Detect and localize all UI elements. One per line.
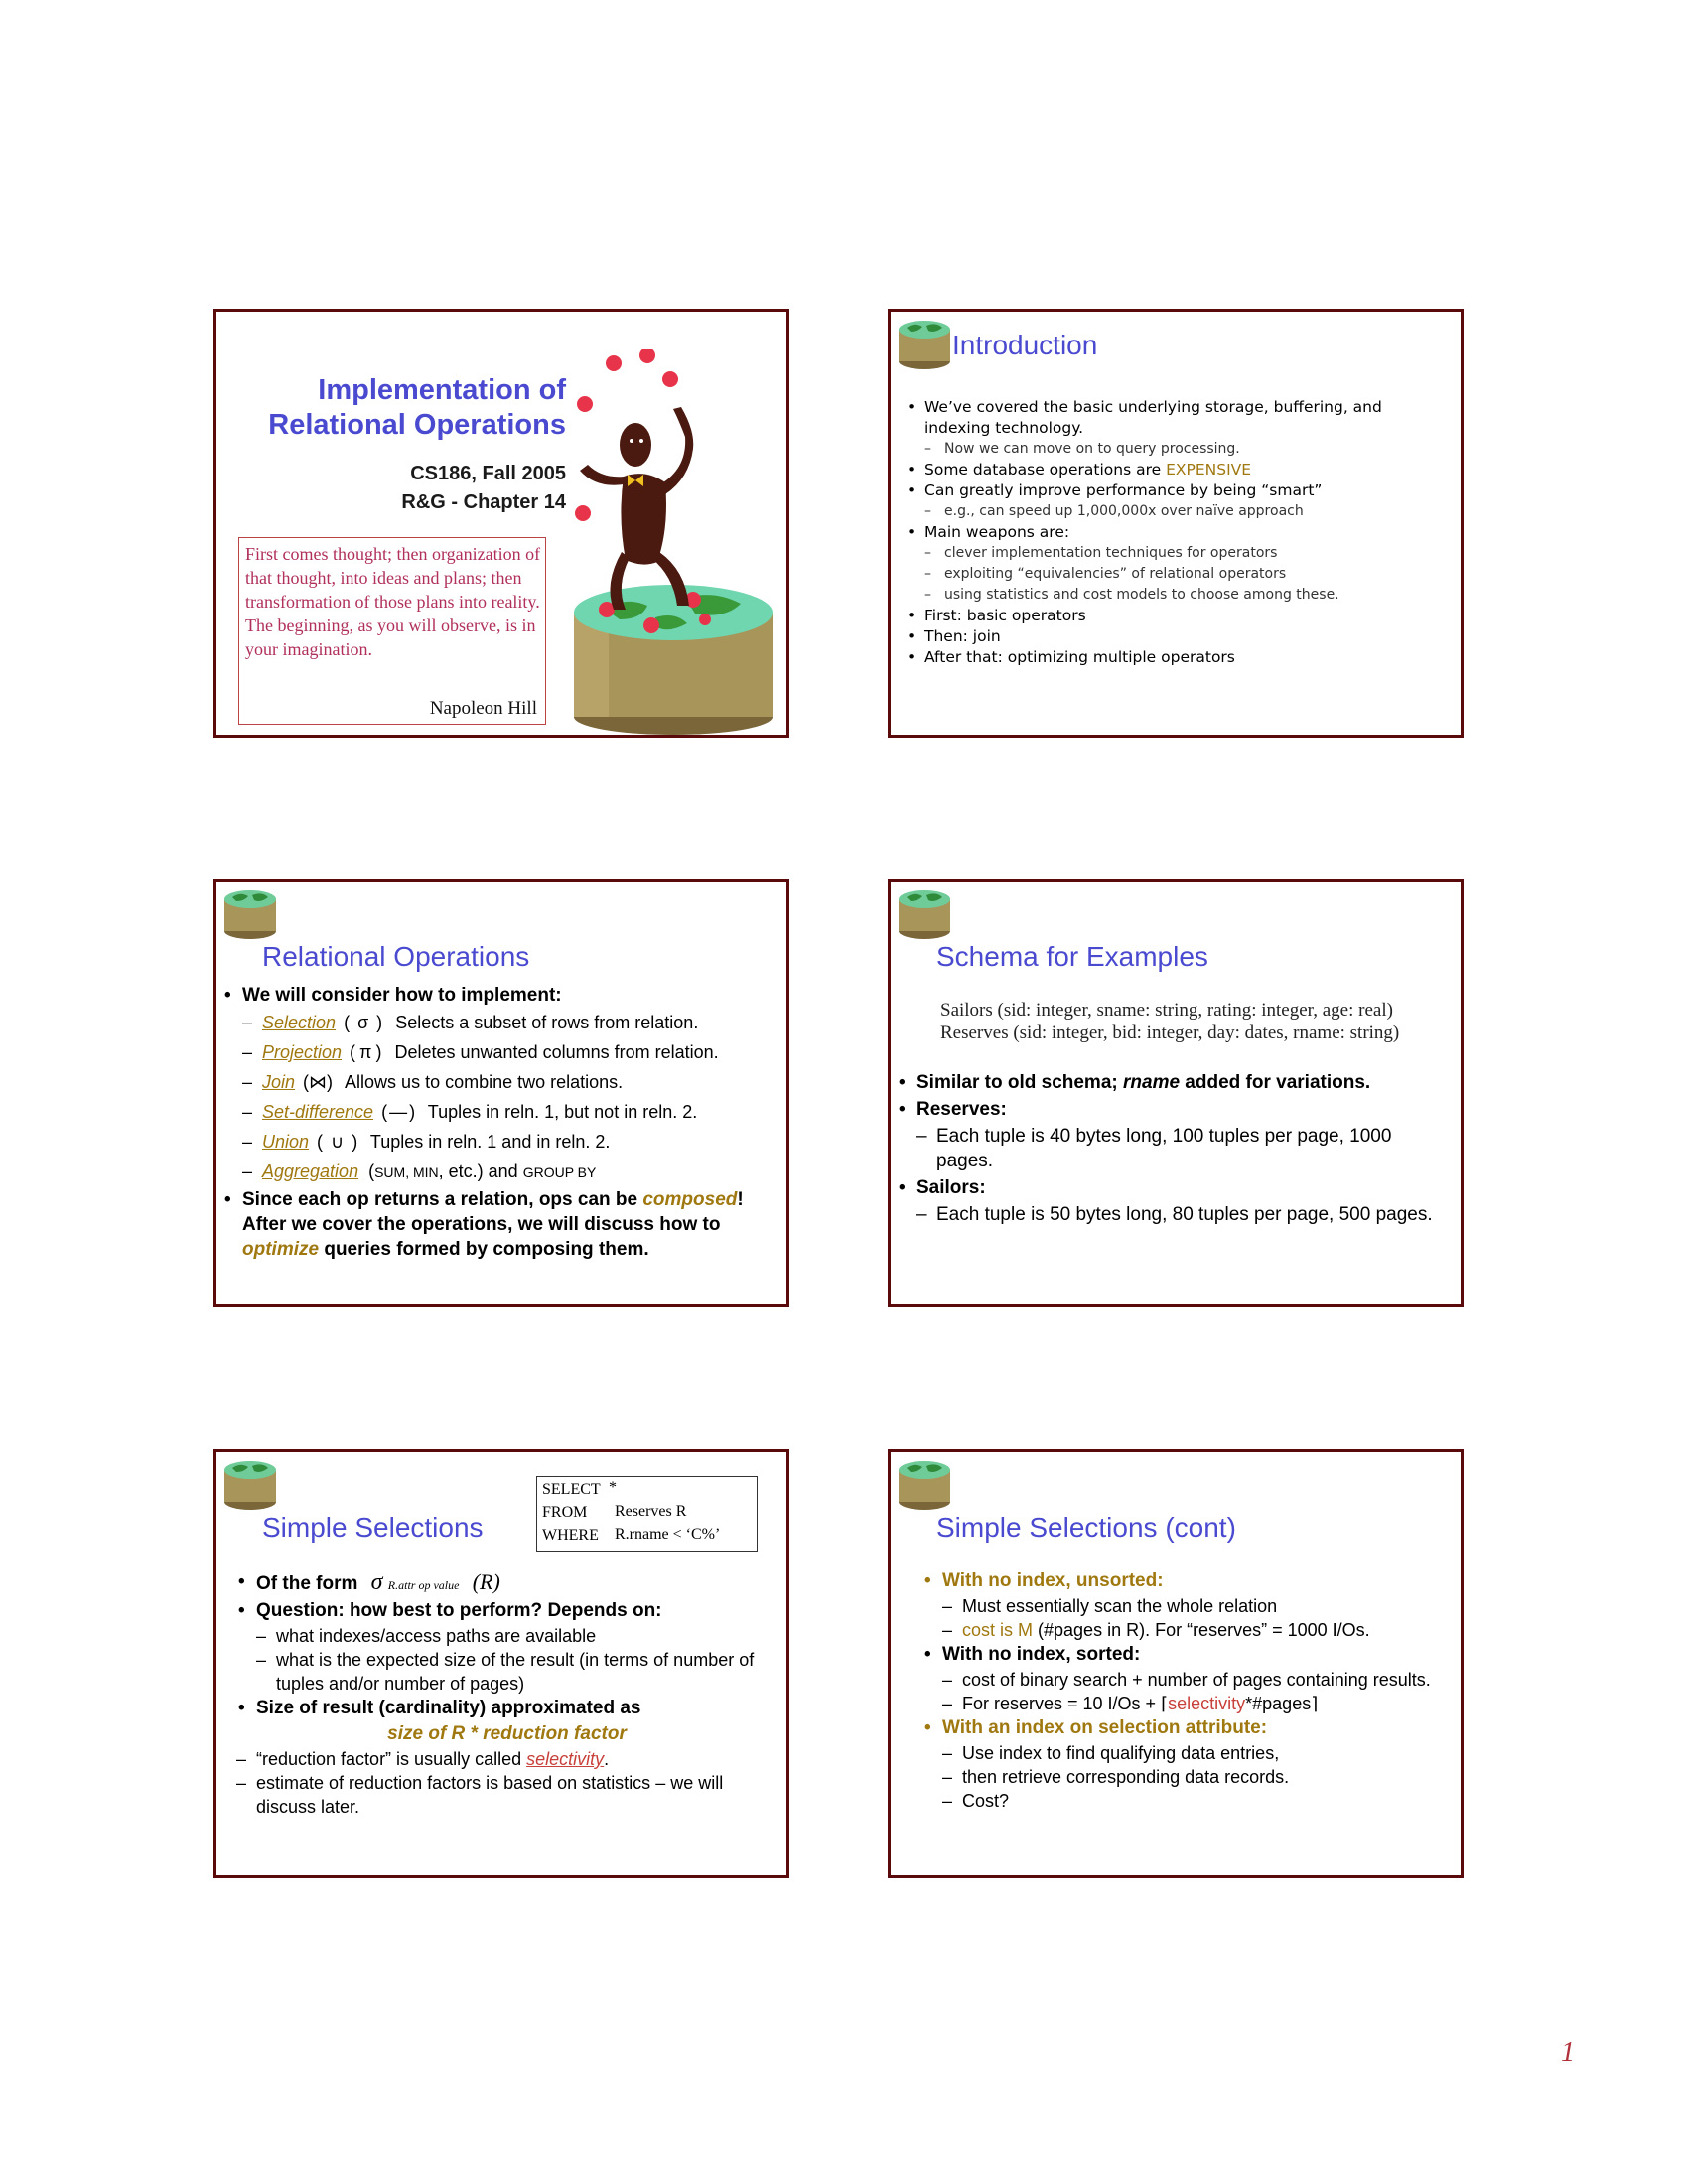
emphasis-text: composed [642,1189,738,1210]
database-cylinder-icon [897,318,952,371]
bullet-list [922,1569,1449,1813]
bullet-text: ! After we cover the operations, we will discuss how to [242,1189,744,1235]
op-symbol: ⋈ [309,1072,328,1092]
slide-introduction [888,309,1464,738]
relation-arg: (R) [472,1570,500,1594]
op-desc: Tuples in reln. 1 and in reln. 2. [369,1132,611,1152]
course-label: CS186, Fall 2005 [410,463,566,484]
slide-simple-selections-cont [888,1449,1464,1878]
sub-bullet-item: – clever implementation techniques for operators [905,543,1451,564]
bullet-item: • We’ve covered the basic underlying storage, buffering, and indexing technology. [905,397,1451,439]
bullet-item: • Then: join [905,626,1451,647]
bullet-list [236,1570,777,1819]
op-symbol: σ [357,1013,369,1032]
agg-functions: SUM, MIN [374,1164,439,1180]
page-number: 1 [1561,2037,1575,2068]
op-name: Selection [262,1013,337,1032]
bullet-text: “reduction factor” is usually called [256,1749,527,1769]
emphasis-text: EXPENSIVE [1166,461,1252,478]
sql-value: Reserves R [615,1503,687,1520]
emphasis-text: rname [1123,1072,1181,1093]
title-line-2: Relational Operations [268,409,566,441]
bullet-item: • We will consider how to implement: [222,983,778,1008]
database-cylinder-icon [897,887,952,941]
chapter-label: R&G - Chapter 14 [401,491,566,513]
sub-bullet-item [216,1747,777,1771]
slide-title-heading [268,373,566,443]
sub-bullet-item: – Use index to find qualifying data entries, [922,1741,1449,1765]
sub-bullet-item: – Each tuple is 40 bytes long, 100 tuples per page, 1000 pages. [897,1124,1453,1173]
bullet-text: Similar to old schema; [916,1072,1123,1093]
op-item: – Union ( ∪ ) Tuples in reln. 1 and in reln. 2. [222,1127,778,1157]
sql-keyword: SELECT [542,1481,601,1498]
op-name: Set-difference [262,1102,374,1122]
sub-bullet-item: – Each tuple is 50 bytes long, 80 tuples per page, 500 pages. [897,1202,1453,1227]
op-item: – Join (⋈) Allows us to combine two relations. [222,1067,778,1097]
bullet-item: • First: basic operators [905,606,1451,626]
quote-text: First comes thought; then organization of that thought, into ideas and plans; then transformation of those plans into reality. The beginning, as you will observe, is in your imagination. [245,544,541,659]
sailors-schema: Sailors (sid: integer, sname: string, rating: integer, age: real) [940,1000,1393,1021]
sql-keyword: WHERE [542,1527,599,1544]
sql-query-box [536,1476,758,1552]
bullet-item: • Question: how best to perform? Depends on: [236,1598,777,1624]
slide-title [213,309,789,738]
bullet-item [897,1070,1453,1095]
reserves-schema: Reserves (sid: integer, bid: integer, day: dates, rname: string) [940,1023,1400,1043]
op-symbol: π [359,1042,372,1062]
database-cylinder-icon [897,1458,952,1512]
database-cylinder-icon [222,1458,278,1512]
bullet-item [236,1570,777,1598]
emphasis-text: optimize [242,1239,320,1260]
op-name: Projection [262,1042,343,1062]
op-item: – Set-difference ( — ) Tuples in reln. 1, but not in reln. 2. [222,1097,778,1127]
course-info [401,460,566,517]
title-line-1: Implementation of [318,374,566,406]
sub-bullet-item [922,1692,1449,1715]
slide-heading: Schema for Examples [936,941,1208,972]
emphasis-text: cost is M [962,1620,1034,1640]
bullet-item: • With no index, sorted: [922,1642,1449,1668]
bullet-list [897,1068,1453,1229]
sigma-symbol: σ [370,1570,383,1595]
sql-keyword: FROM [542,1504,588,1521]
op-name: Union [262,1132,310,1152]
emphasis-text: selectivity [1168,1694,1246,1713]
slide-relational-operations [213,879,789,1307]
op-symbol: — [389,1102,408,1122]
bullet-text: For reserves = 10 I/Os + ⌈ [962,1694,1169,1713]
slide-heading: Simple Selections (cont) [936,1512,1236,1543]
slide-simple-selections [213,1449,789,1878]
selection-subscript: R.attr op value [387,1578,460,1592]
sub-bullet-item: – Cost? [922,1789,1449,1813]
slide-schema [888,879,1464,1307]
sql-value: * [609,1479,617,1496]
bullet-item [905,460,1451,480]
sub-bullet-item: – e.g., can speed up 1,000,000x over naïve approach [905,501,1451,522]
schema-definition [940,999,1399,1044]
bullet-item: • With an index on selection attribute: [922,1715,1449,1741]
bullet-text: . [604,1749,610,1769]
bullet-text: queries formed by composing them. [319,1239,649,1260]
sub-bullet-item: – what indexes/access paths are available [236,1624,777,1648]
bullet-text: (#pages in R). For “reserves” = 1000 I/Os. [1033,1620,1370,1640]
bullet-text: Since each op returns a relation, ops can be [242,1189,643,1210]
quote-author: Napoleon Hill [429,698,537,719]
bullet-item [222,1187,778,1262]
op-desc: Selects a subset of rows from relation. [395,1013,699,1032]
slide-heading: Relational Operations [262,941,530,972]
sub-bullet-item [922,1618,1449,1642]
bullet-item: • With no index, unsorted: [922,1569,1449,1594]
sql-value: R.rname < ‘C%’ [615,1526,721,1543]
bullet-list [222,983,778,1262]
juggler-on-globe-illustration [566,349,774,737]
agg-groupby: GROUP BY [522,1164,597,1180]
op-symbol: ∪ [331,1132,345,1152]
op-item: – Aggregation (SUM, MIN, etc.) and GROUP BY [222,1157,778,1187]
op-item: – Selection ( σ ) Selects a subset of rows from relation. [222,1008,778,1037]
sub-bullet-item: – exploiting “equivalencies” of relational operators [905,564,1451,585]
bullet-item: • Sailors: [897,1175,1453,1200]
bullet-item: • After that: optimizing multiple operators [905,647,1451,668]
op-name: Aggregation [262,1161,359,1181]
op-item: – Projection ( π ) Deletes unwanted columns from relation. [222,1037,778,1067]
op-name: Join [262,1072,296,1092]
database-cylinder-icon [222,887,278,941]
sub-bullet-item: – Must essentially scan the whole relation [922,1594,1449,1618]
bullet-text: Of the form [256,1573,358,1594]
agg-text: , etc.) and [438,1161,523,1181]
sub-bullet-item: – Now we can move on to query processing. [905,439,1451,460]
bullet-text: Some database operations are [924,461,1167,478]
bullet-item: • Main weapons are: [905,522,1451,543]
bullet-item: • Can greatly improve performance by being “smart” [905,480,1451,501]
op-desc: Allows us to combine two relations. [345,1072,624,1092]
bullet-list [905,397,1451,668]
op-desc: Tuples in reln. 1, but not in reln. 2. [427,1102,698,1122]
sub-bullet-item: – cost of binary search + number of pages containing results. [922,1668,1449,1692]
bullet-item: • Size of result (cardinality) approximated as [236,1696,777,1721]
sub-bullet-item: – what is the expected size of the result (in terms of number of tuples and/or number of pages) [236,1648,777,1696]
bullet-text: added for variations. [1180,1072,1371,1093]
emphasis-text: selectivity [526,1749,605,1769]
slide-heading: Simple Selections [262,1512,484,1543]
sub-bullet-item: – estimate of reduction factors is based on statistics – we will discuss later. [216,1771,777,1819]
sub-bullet-item: – then retrieve corresponding data records. [922,1765,1449,1789]
slide-heading: Introduction [952,330,1098,360]
bullet-text: *#pages⌉ [1245,1694,1319,1713]
bullet-item: • Reserves: [897,1097,1453,1122]
op-desc: Deletes unwanted columns from relation. [394,1042,719,1062]
formula-text: size of R * reduction factor [387,1723,627,1744]
sub-bullet-item: – using statistics and cost models to choose among these. [905,585,1451,606]
quote-box [238,537,546,725]
